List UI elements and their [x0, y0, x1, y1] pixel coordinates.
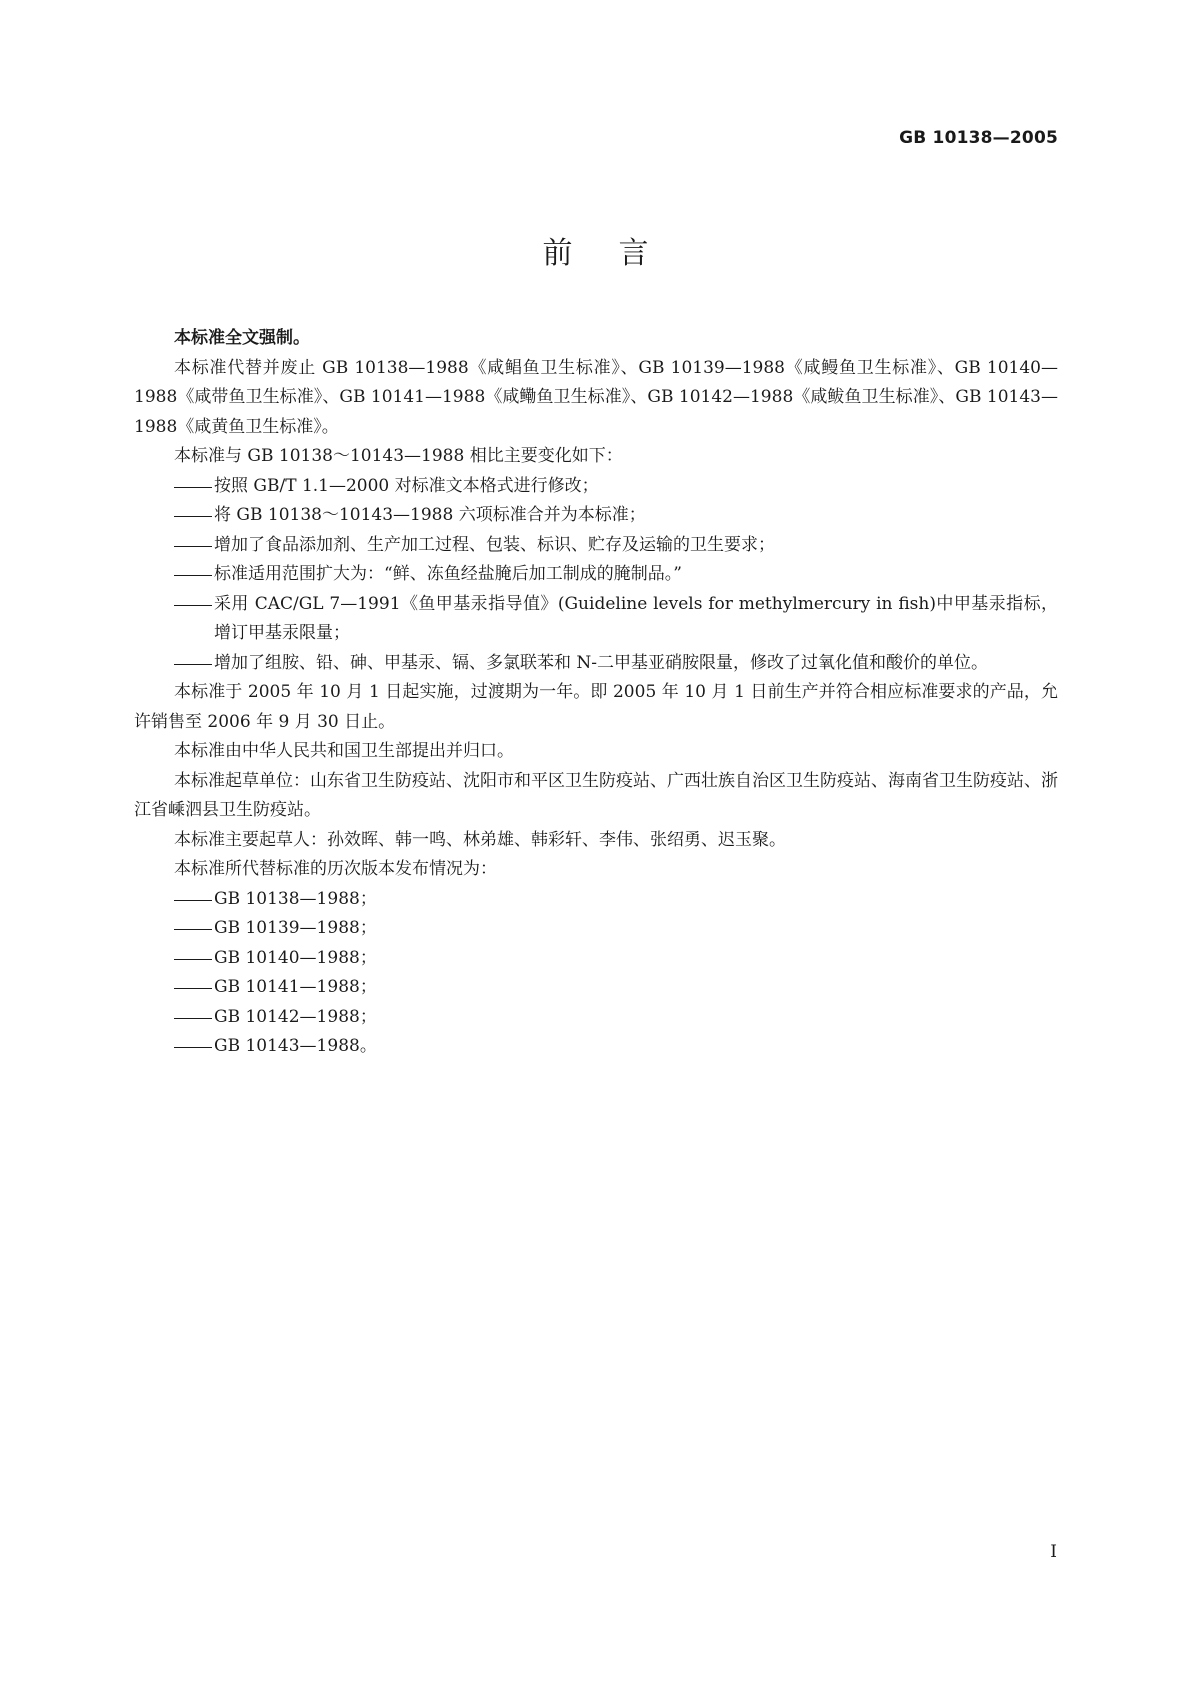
list-item-text: 增加了食品添加剂、生产加工过程、包装、标识、贮存及运输的卫生要求；: [214, 534, 775, 555]
list-item-text: GB 10139—1988；: [214, 918, 377, 938]
changes-list: [134, 472, 1058, 679]
list-item: [134, 944, 1058, 974]
implementation-date: 本标准于 2005 年 10 月 1 日起实施，过渡期为一年。即 2005 年 10 月 1 日前生产并符合相应标准要求的产品，允许销售至 2006 年 9 月 30 日止。: [134, 682, 1058, 732]
drafters: 本标准主要起草人：孙效晖、韩一鸣、林弟雄、韩彩轩、李伟、张绍勇、迟玉聚。: [174, 829, 786, 850]
list-item-text: 将 GB 10138～10143—1988 六项标准合并为本标准；: [214, 505, 646, 525]
page-title: 前言: [542, 236, 695, 271]
replacement-statement: 本标准代替并废止 GB 10138—1988《咸鲳鱼卫生标准》、GB 10139—1988《咸鳗鱼卫生标准》、GB 10140—1988《咸带鱼卫生标准》、GB 10141—1988《咸鳓鱼卫生标准》、GB 10142—1988《咸鲅鱼卫生标准》、GB 10143—1988《咸黄鱼卫生标准》。: [134, 357, 1058, 437]
list-item: [134, 501, 1058, 531]
list-item-text: 采用 CAC/GL 7—1991《鱼甲基汞指导值》(Guideline levels for methylmercury in fish)中甲基汞指标，增订甲基汞限量；: [214, 593, 1058, 643]
list-item-text: GB 10141—1988；: [214, 977, 377, 997]
proposer-statement: 本标准由中华人民共和国卫生部提出并归口。: [174, 741, 514, 761]
history-intro: 本标准所代替标准的历次版本发布情况为：: [174, 859, 497, 879]
list-item: [134, 649, 1058, 679]
list-item-text: GB 10138—1988；: [214, 888, 377, 909]
page-number: I: [1050, 1542, 1057, 1562]
list-item: [134, 914, 1058, 944]
list-item: [134, 1003, 1058, 1033]
list-item-text: GB 10140—1988；: [214, 947, 377, 968]
list-item: [134, 560, 1058, 590]
list-item-text: 按照 GB/T 1.1—2000 对标准文本格式进行修改；: [214, 475, 599, 496]
standard-code: GB 10138—2005: [899, 128, 1058, 148]
list-item: [134, 973, 1058, 1003]
changes-intro: 本标准与 GB 10138～10143—1988 相比主要变化如下：: [174, 446, 623, 466]
list-item-text: GB 10142—1988；: [214, 1006, 377, 1027]
list-item: [134, 1032, 1058, 1062]
mandatory-statement: 本标准全文强制。: [174, 328, 310, 348]
list-item: [134, 590, 1058, 649]
list-item: [134, 885, 1058, 915]
history-list: [134, 885, 1058, 1062]
drafting-units: 本标准起草单位：山东省卫生防疫站、沈阳市和平区卫生防疫站、广西壮族自治区卫生防疫站、海南省卫生防疫站、浙江省嵊泗县卫生防疫站。: [134, 770, 1058, 820]
document-body: [134, 324, 1058, 1062]
list-item: [134, 472, 1058, 502]
list-item-text: 标准适用范围扩大为：“鲜、冻鱼经盐腌后加工制成的腌制品。”: [214, 564, 682, 584]
list-item: [134, 531, 1058, 561]
list-item-text: GB 10143—1988。: [214, 1036, 377, 1056]
list-item-text: 增加了组胺、铅、砷、甲基汞、镉、多氯联苯和 N-二甲基亚硝胺限量，修改了过氧化值和酸价的单位。: [214, 652, 989, 673]
